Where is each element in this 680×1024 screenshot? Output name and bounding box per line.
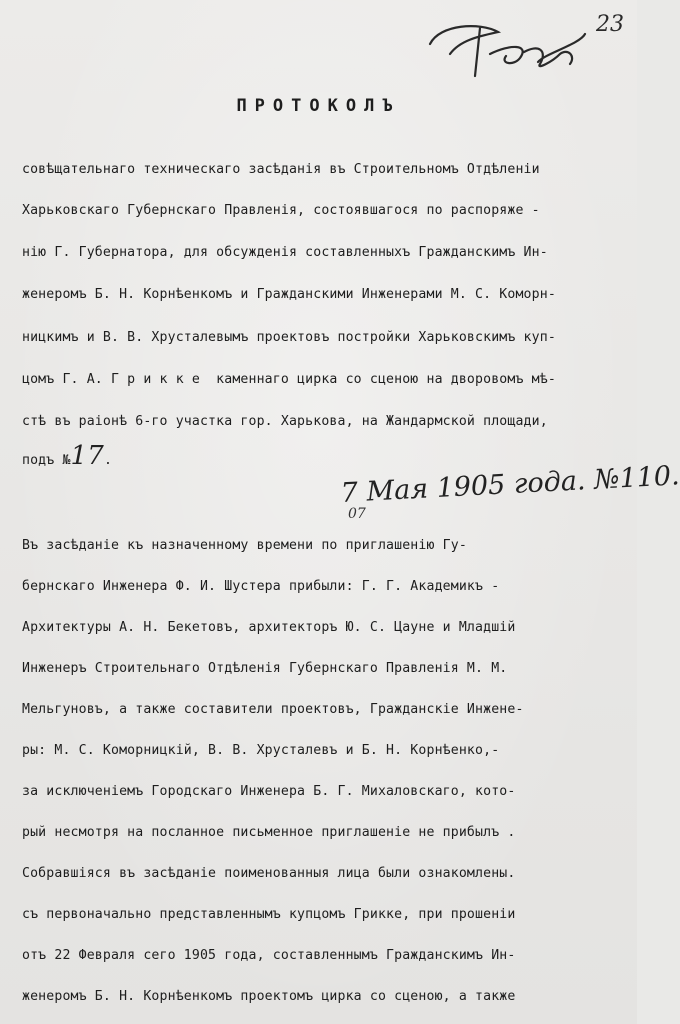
intro-line: совѣщательнаго техническаго засѣданія въ Строительномъ Отдѣленіи (22, 162, 540, 177)
folio-number: 23 (596, 12, 624, 37)
body-line: рый несмотря на посланное письменное приглашеніе не прибылъ . (22, 825, 516, 840)
handwritten-date-note (340, 460, 680, 528)
number-prefix: подъ № (22, 453, 71, 468)
date-note-sub: 07 (348, 506, 366, 522)
number-suffix: . (103, 453, 113, 468)
body-line: Собравшіяся въ засѣданіе поименованныя лица были ознакомлены. (22, 866, 516, 881)
body-line: ры: М. С. Коморницкій, В. В. Хрусталевъ и Б. Н. Корнѣенко,- (22, 743, 500, 758)
intro-line: нію Г. Губернатора, для обсужденія составленныхъ Гражданскимъ Ин- (22, 245, 548, 260)
body-line: Въ засѣданіе къ назначенному времени по приглашенію Гу- (22, 538, 467, 553)
date-note-text: 7 Мая 1905 года. №110. (340, 460, 680, 509)
body-line: Инженеръ Строительнаго Отдѣленія Губернскаго Правленія М. М. (22, 661, 508, 676)
number-line (22, 441, 113, 471)
body-line: Мельгуновъ, а также составители проектовъ, Гражданскіе Инжене- (22, 702, 524, 717)
body-line: бернскаго Инженера Ф. И. Шустера прибыли: Г. Г. Академикъ - (22, 579, 500, 594)
intro-line: женеромъ Б. Н. Корнѣенкомъ и Гражданскими Инженерами М. С. Коморн- (22, 287, 556, 302)
intro-line: цомъ Г. А. Г р и к к е каменнаго цирка со сценою на дворовомъ мѣ- (22, 372, 556, 387)
intro-line: ницкимъ и В. В. Хрусталевымъ проектовъ постройки Харьковскимъ куп- (22, 330, 556, 345)
intro-line: стѣ въ раіонѣ 6-го участка гор. Харькова, на Жандармской площади, (22, 414, 548, 429)
document-title: ПРОТОКОЛЪ (236, 96, 401, 116)
body-line: Архитектуры А. Н. Бекетовъ, архитекторъ Ю. С. Цауне и Младшій (22, 620, 516, 635)
body-line: женеромъ Б. Н. Корнѣенкомъ проектомъ цирка со сценою, а также (22, 989, 516, 1004)
body-line: за исключеніемъ Городскаго Инженера Б. Г. Михаловскаго, кото- (22, 784, 516, 799)
body-line: отъ 22 Февраля сего 1905 года, составленнымъ Гражданскимъ Ин- (22, 948, 516, 963)
body-line: съ первоначально представленнымъ купцомъ Грикке, при прошеніи (22, 907, 516, 922)
handwritten-signature (420, 14, 590, 84)
intro-line: Харьковскаго Губернскаго Правленія, состоявшагося по распоряже - (22, 203, 540, 218)
handwritten-number: 17 (70, 441, 104, 471)
